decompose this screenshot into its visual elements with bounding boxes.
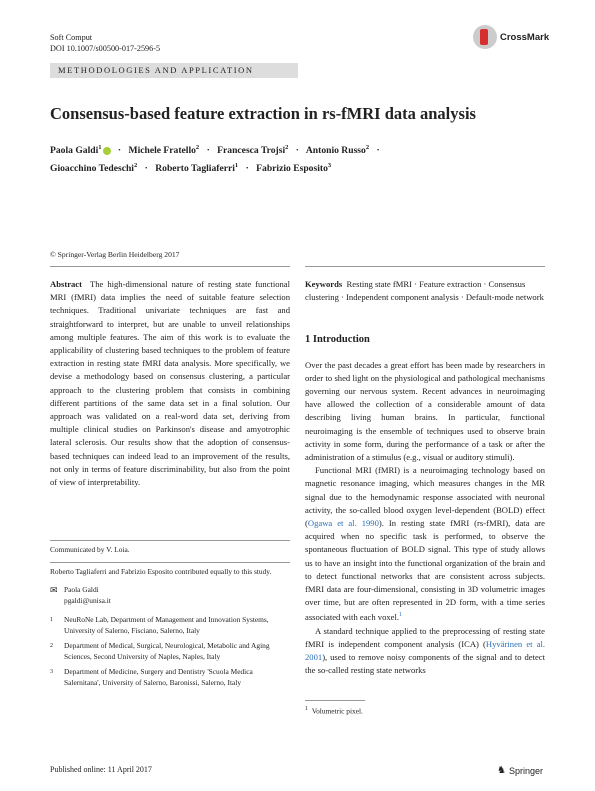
publisher-name: Springer: [508, 765, 543, 776]
abstract-label: Abstract: [50, 279, 82, 289]
citation-link[interactable]: Hyvärinen et al. 2001: [305, 638, 545, 662]
author-name[interactable]: Antonio Russo: [305, 145, 366, 157]
intro-paragraph-2: [305, 464, 545, 624]
contact-name: Paola Galdi: [64, 585, 99, 594]
author-line-2: [50, 158, 570, 176]
separator: ·: [117, 145, 122, 157]
affiliation-text: Department of Medicine, Surgery and Dentistry 'Scuola Medica Salernitana', University of Salerno, Baronissi, Salerno, Italy: [64, 667, 253, 687]
abstract: [50, 278, 290, 489]
orcid-icon[interactable]: [103, 147, 111, 155]
separator: ·: [245, 163, 249, 175]
separator: ·: [144, 163, 148, 175]
affiliation-ref: 2: [365, 144, 370, 151]
paragraph-text: A standard technique applied to the preprocessing of resting state fMRI is independent component analysis (ICA) (: [305, 625, 545, 649]
affiliation-ref: 2: [285, 144, 289, 151]
affiliation-ref: 1: [234, 162, 239, 170]
affiliation-item: [50, 641, 290, 662]
affiliation-ref: 2: [195, 144, 200, 151]
paper-title: Consensus-based feature extraction in rs-fMRI data analysis: [50, 104, 476, 123]
springer-horse-icon: ♞: [497, 765, 506, 776]
communicated-by: Communicated by V. Loia.: [50, 545, 130, 554]
separator: ·: [206, 145, 210, 157]
paragraph-text: ). In resting state fMRI (rs-fMRI), data are acquired when no specific task is performed, to observe the spontaneous fluctuation of BOLD signal. This type of study allows us to have an insight into the functional organization of the brain and to detect functional networks that are consistent across subjects. fMRI data are four-dimensional, consisting in 3D volumetric images over time, but are often represented in 2D form, with a time series associated with each voxel.: [305, 518, 545, 623]
affiliation-ref: 3: [327, 162, 332, 170]
author-name[interactable]: Roberto Tagliaferri: [155, 163, 235, 175]
crossmark-badge[interactable]: [473, 25, 549, 49]
affiliation-item: [50, 667, 290, 688]
separator: ·: [295, 145, 299, 157]
publisher-logo: [497, 765, 543, 776]
divider: [50, 562, 290, 563]
author-name[interactable]: Fabrizio Esposito: [256, 163, 328, 175]
copyright: © Springer-Verlag Berlin Heidelberg 2017: [50, 250, 180, 259]
author-line-1: [50, 140, 570, 158]
crossmark-label: CrossMark: [500, 31, 550, 43]
keywords-text: Resting state fMRI · Feature extraction · Consensus clustering · Independent component analysis · Default-mode network: [305, 279, 544, 303]
footnote-rule: [305, 700, 365, 701]
author-name[interactable]: Francesca Trojsi: [217, 145, 286, 157]
intro-paragraph-3: [305, 625, 545, 678]
crossmark-icon: [473, 25, 497, 49]
envelope-icon: ✉: [50, 585, 58, 595]
intro-paragraph-1: Over the past decades a great effort has been made by researchers in order to shed light on the physiological and pathological mechanisms governing our nervous system. Recent advances in neuroimaging have allowed the collection of a considerable amount of data describing living human brains. In particular, functional neuroimaging is the ensemble of techniques used to observe brain activity in some form, during the performance of a task or after the administration of a stimulus (e.g., visual or auditory stimuli).: [305, 359, 545, 463]
equal-contribution-note: Roberto Tagliaferri and Fabrizio Esposito contributed equally to this study.: [50, 566, 272, 576]
journal-name: Soft Comput: [50, 33, 93, 42]
keywords-label: Keywords: [305, 279, 343, 289]
section-band: METHODOLOGIES AND APPLICATION: [50, 63, 298, 78]
paragraph-text: Functional MRI (fMRI) is a neuroimaging technology based on magnetic resonance imaging, which measures changes in the MR signal due to the hemodynamic response associated with neuronal activity, the so-called blood oxygen level-dependent (BOLD) effect (: [305, 465, 545, 529]
running-header: [50, 32, 160, 54]
article-notes: [50, 545, 290, 688]
affiliation-number: 1: [50, 617, 53, 623]
separator: ·: [376, 145, 380, 157]
right-column: [305, 278, 545, 677]
affiliation-item: [50, 615, 290, 636]
doi[interactable]: DOI 10.1007/s00500-017-2596-5: [50, 44, 161, 53]
affiliation-text: NeuRoNe Lab, Department of Management and Innovation Systems, University of Salerno, Fisciano, Salerno, Italy: [64, 615, 269, 635]
citation-link[interactable]: Ogawa et al. 1990: [307, 518, 379, 529]
footnote-text: Volumetric pixel.: [311, 706, 363, 716]
author-list: [50, 140, 570, 176]
abstract-text: The high-dimensional nature of resting state functional MRI (fMRI) data implies the need of suitable feature selection techniques. Traditional univariate techniques are fast and straightforward to interpret, but are unable to unveil relationships among multiple features. The aim of this work is to evaluate the applicability of clustering based techniques to the problem of feature extraction in resting state fMRI data analysis. More specifically, we devise a methodology based on consensus clustering, a particular approach to the clustering problem that consists in combining different partitions of the same data set in a final solution. Our approach was validated on a real-word data set, deriving from multiple clinical studies on Parkinson's disease and amyotrophic lateral sclerosis. Our results show that the adoption of consensus-based techniques can indeed lead to an improvement of the results, not only in terms of feature discriminability, but also from the point of view of interpretability.: [50, 279, 291, 488]
affiliation-number: 3: [50, 669, 53, 675]
affiliation-ref: 1: [98, 144, 102, 151]
section-heading: 1 Introduction: [305, 334, 370, 346]
affiliation-ref: 2: [133, 162, 138, 170]
contact-email[interactable]: pgaldi@unisa.it: [64, 595, 111, 605]
corresponding-author: [50, 585, 290, 606]
footnote-number: 1: [305, 706, 308, 712]
author-name[interactable]: Michele Fratello: [128, 145, 196, 157]
divider: [50, 266, 290, 267]
paragraph-text: ), used to remove noisy components of the signal and to detect the so-called resting state networks: [305, 651, 545, 676]
divider: [305, 266, 545, 267]
published-date: Published online: 11 April 2017: [50, 765, 152, 774]
affiliation-number: 2: [50, 643, 53, 649]
author-name[interactable]: Paola Galdi: [50, 145, 99, 157]
author-name[interactable]: Gioacchino Tedeschi: [50, 163, 134, 175]
keywords: [305, 278, 545, 304]
footnote-ref[interactable]: 1: [399, 612, 403, 619]
divider: [50, 540, 290, 541]
affiliation-text: Department of Medical, Surgical, Neurological, Metabolic and Aging Sciences, Second University of Naples, Naples, Italy: [64, 641, 270, 661]
footnote: [305, 704, 363, 717]
